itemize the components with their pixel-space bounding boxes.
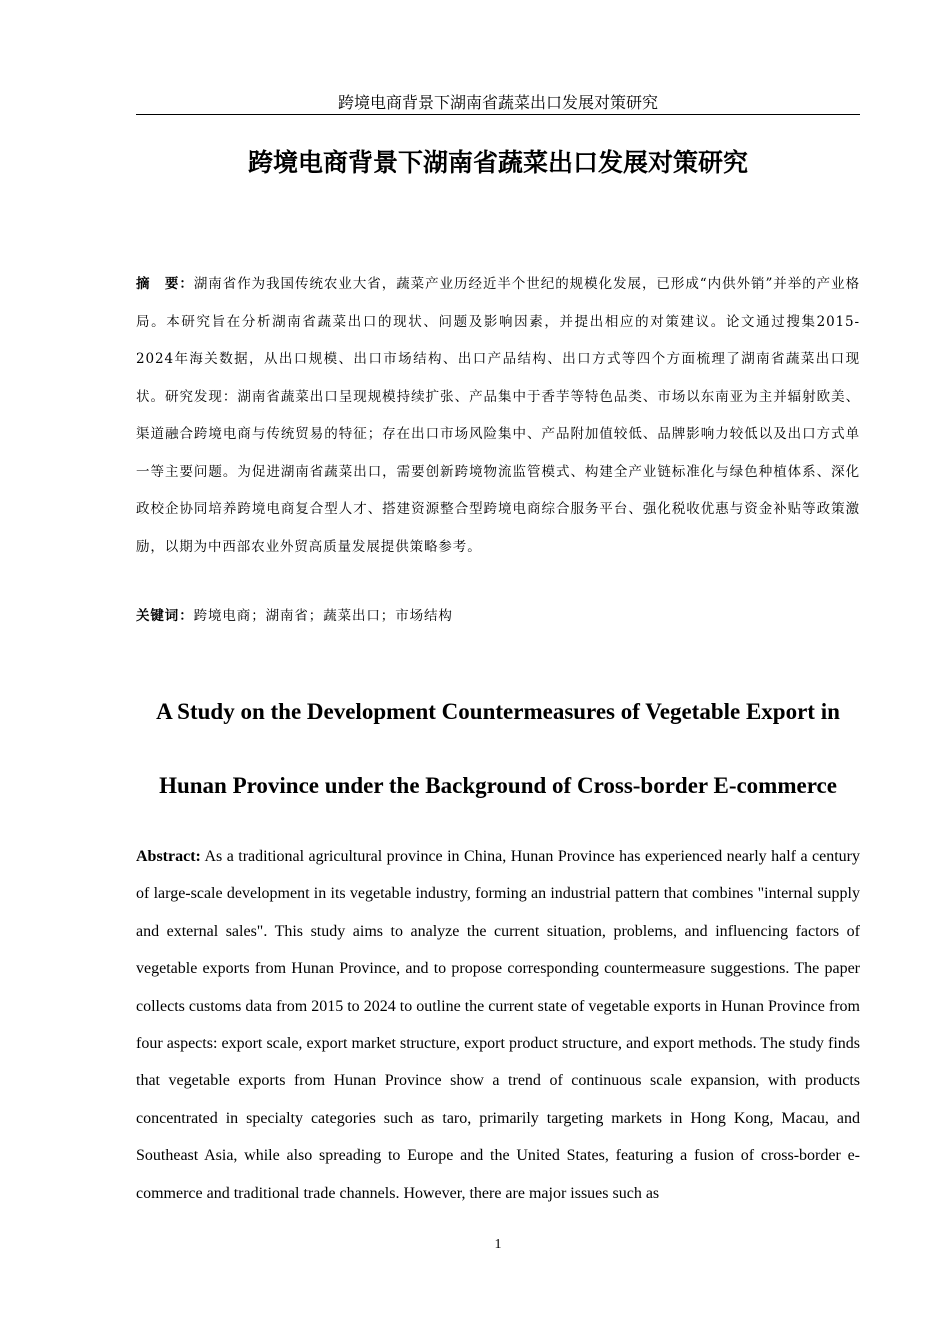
english-title <box>136 675 860 823</box>
chinese-keywords-label: 关键词： <box>136 608 194 624</box>
english-abstract-label: Abstract: <box>136 848 201 865</box>
english-abstract-text: As a traditional agricultural province in China, Hunan Province has experienced nearly half a century of large-scale development in its vegetable industry, forming an industrial pattern that combines "internal supply and external sales". This study aims to analyze the current situation, problems, and influencing factors of vegetable exports from Hunan Province, and to propose corresponding countermeasure suggestions. The paper collects customs data from 2015 to 2024 to outline the current state of vegetable exports in Hunan Province from four aspects: export scale, export market structure, export product structure, and export methods. The study finds that vegetable exports from Hunan Province show a trend of continuous scale expansion, with products concentrated in specialty categories such as taro, primarily targeting markets in Hong Kong, Macau, and Southeast Asia, while also spreading to Europe and the United States, featuring a fusion of cross-border e-commerce and traditional trade channels. However, there are major issues such as <box>136 848 860 1202</box>
chinese-abstract-text: 湖南省作为我国传统农业大省，蔬菜产业历经近半个世纪的规模化发展，已形成“内供外销”并举的产业格局。本研究旨在分析湖南省蔬菜出口的现状、问题及影响因素，并提出相应的对策建议。论文通过搜集2015-2024年海关数据，从出口规模、出口市场结构、出口产品结构、出口方式等四个方面梳理了湖南省蔬菜出口现状。研究发现：湖南省蔬菜出口呈现规模持续扩张、产品集中于香芋等特色品类、市场以东南亚为主并辐射欧美、渠道融合跨境电商与传统贸易的特征；存在出口市场风险集中、产品附加值较低、品牌影响力较低以及出口方式单一等主要问题。为促进湖南省蔬菜出口，需要创新跨境物流监管模式、构建全产业链标准化与绿色种植体系、深化政校企协同培养跨境电商复合型人才、搭建资源整合型跨境电商综合服务平台、强化税收优惠与资金补贴等政策激励，以期为中西部农业外贸高质量发展提供策略参考。 <box>136 276 860 555</box>
chinese-title: 跨境电商背景下湖南省蔬菜出口发展对策研究 <box>247 148 748 177</box>
english-abstract <box>136 838 860 1212</box>
chinese-keywords-text: 跨境电商；湖南省；蔬菜出口；市场结构 <box>193 608 453 624</box>
chinese-abstract-label: 摘 要： <box>136 276 194 292</box>
english-title-line-1: A Study on the Development Countermeasures of Vegetable Export in <box>156 699 840 724</box>
english-title-line-2: Hunan Province under the Background of Cross-border E-commerce <box>159 773 837 798</box>
running-header: 跨境电商背景下湖南省蔬菜出口发展对策研究 <box>136 92 860 115</box>
chinese-abstract <box>136 266 860 566</box>
chinese-keywords <box>136 602 860 630</box>
page-number: 1 <box>494 1237 502 1252</box>
